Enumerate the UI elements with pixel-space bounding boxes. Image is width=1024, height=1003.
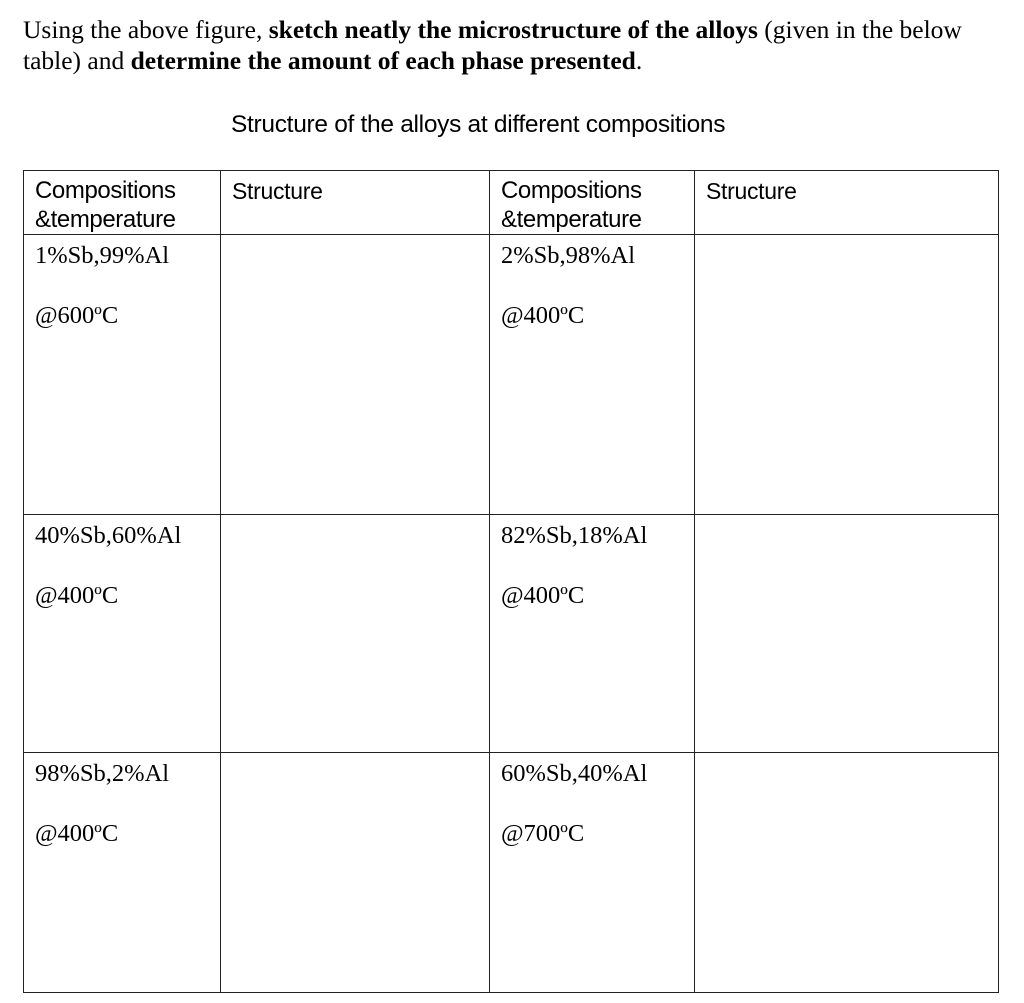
composition-text: 98%Sb,2%Al bbox=[35, 760, 170, 787]
composition-text: 60%Sb,40%Al bbox=[501, 760, 648, 787]
header-compositions-label: Compositions &temperature bbox=[501, 177, 642, 233]
composition-cell bbox=[490, 235, 695, 515]
header-structure-label: Structure bbox=[706, 178, 797, 204]
structure-answer-cell[interactable] bbox=[221, 515, 490, 753]
temperature-text: @400ºC bbox=[35, 582, 119, 609]
header-cell-compositions-right bbox=[490, 171, 695, 235]
instruction-bold-1: sketch neatly the microstructure of the alloys bbox=[268, 15, 758, 44]
instruction-part-2: (given in the below table) and bbox=[23, 15, 962, 75]
header-compositions-label: Compositions &temperature bbox=[35, 177, 176, 233]
temperature-text: @400ºC bbox=[501, 302, 585, 329]
header-cell-structure-left bbox=[221, 171, 490, 235]
header-structure-label: Structure bbox=[232, 178, 323, 204]
composition-cell bbox=[490, 515, 695, 753]
instruction-part-3: . bbox=[635, 46, 643, 75]
composition-cell bbox=[24, 753, 221, 993]
composition-cell bbox=[24, 235, 221, 515]
composition-cell bbox=[490, 753, 695, 993]
table-row bbox=[24, 515, 999, 753]
header-cell-compositions-left bbox=[24, 171, 221, 235]
composition-text: 82%Sb,18%Al bbox=[501, 522, 648, 549]
table-caption: Structure of the alloys at different compositions bbox=[231, 111, 726, 138]
composition-text: 1%Sb,99%Al bbox=[35, 242, 170, 269]
structure-answer-cell[interactable] bbox=[221, 753, 490, 993]
instruction-text bbox=[23, 14, 1003, 76]
instruction-part-1: Using the above figure, bbox=[23, 15, 269, 44]
temperature-text: @600ºC bbox=[35, 302, 119, 329]
structure-answer-cell[interactable] bbox=[221, 235, 490, 515]
structure-answer-cell[interactable] bbox=[695, 753, 999, 993]
header-cell-structure-right bbox=[695, 171, 999, 235]
temperature-text: @700ºC bbox=[501, 820, 585, 847]
table-row bbox=[24, 753, 999, 993]
temperature-text: @400ºC bbox=[35, 820, 119, 847]
instruction-bold-2: determine the amount of each phase presented bbox=[130, 46, 636, 75]
structure-answer-cell[interactable] bbox=[695, 235, 999, 515]
composition-cell bbox=[24, 515, 221, 753]
alloy-structure-table bbox=[23, 170, 999, 993]
composition-text: 2%Sb,98%Al bbox=[501, 242, 636, 269]
table-row bbox=[24, 235, 999, 515]
table-header-row bbox=[24, 171, 999, 235]
temperature-text: @400ºC bbox=[501, 582, 585, 609]
structure-answer-cell[interactable] bbox=[695, 515, 999, 753]
composition-text: 40%Sb,60%Al bbox=[35, 522, 182, 549]
